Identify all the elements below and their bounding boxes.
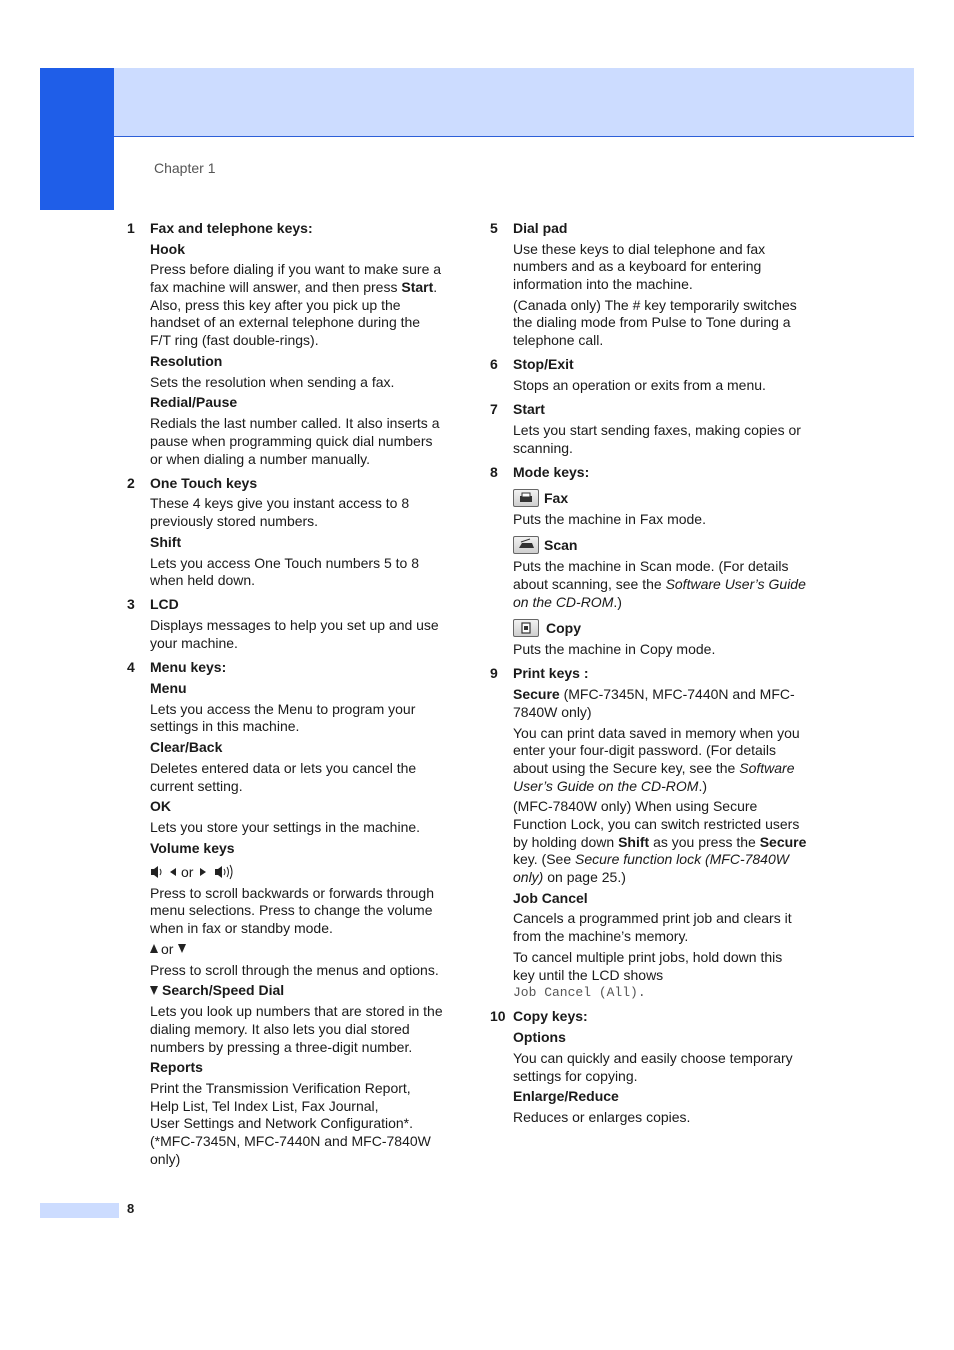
- body-text: User’s Guide on the CD-ROM.): [513, 778, 707, 794]
- italic-reference: only): [513, 869, 544, 885]
- fax-icon: [513, 489, 539, 507]
- body-text: settings in this machine.: [150, 718, 300, 734]
- body-text: Lets you start sending faxes, making copies or: [513, 422, 801, 438]
- key-title: Clear/Back: [150, 739, 223, 755]
- body-text: settings for copying.: [513, 1068, 638, 1084]
- key-title: Volume keys: [150, 840, 235, 856]
- item-number: 4: [127, 659, 135, 675]
- section-heading: Mode keys:: [513, 464, 590, 480]
- body-text: from the machine’s memory.: [513, 928, 689, 944]
- body-text: Press before dialing if you want to make sure a: [150, 261, 442, 277]
- body-text: (*MFC-7345N, MFC-7440N and MFC-7840W: [150, 1133, 431, 1149]
- body-text: Deletes entered data or lets you cancel the: [150, 760, 417, 776]
- key-title: Copy: [546, 620, 581, 636]
- copy-icon: [513, 619, 539, 637]
- body-text: menu selections. Press to change the volume: [150, 902, 433, 918]
- section-heading: Dial pad: [513, 220, 568, 236]
- left-arrow-icon: [170, 868, 176, 876]
- key-title: Menu: [150, 680, 187, 696]
- body-text: Stops an operation or exits from a menu.: [513, 377, 766, 393]
- key-title: Job Cancel: [513, 890, 588, 906]
- body-text: Lets you look up numbers that are stored in the: [150, 1003, 443, 1019]
- section-heading: Fax and telephone keys:: [150, 220, 313, 236]
- key-title: Resolution: [150, 353, 223, 369]
- key-title: Reports: [150, 1059, 203, 1075]
- body-text: about using the Secure key, see the Software: [513, 760, 795, 776]
- right-arrow-icon: [200, 868, 206, 876]
- body-text: Redials the last number called. It also inserts a: [150, 415, 440, 431]
- section-heading: Start: [513, 401, 545, 417]
- body-text: numbers by pressing a three-digit number.: [150, 1039, 413, 1055]
- scan-icon: [513, 536, 539, 554]
- italic-reference: Secure function lock (MFC-7840W: [575, 851, 789, 867]
- body-text: by holding down Shift as you press the Secure: [513, 834, 807, 850]
- body-text: You can quickly and easily choose temporary: [513, 1050, 793, 1066]
- body-text: (MFC-7840W only) When using Secure: [513, 798, 758, 814]
- body-text: Lets you store your settings in the machine.: [150, 819, 421, 835]
- body-text: Lets you access One Touch numbers 5 to 8: [150, 555, 420, 571]
- body-text: Press to scroll through the menus and options.: [150, 962, 439, 978]
- item-number: 7: [490, 401, 498, 417]
- body-text: Puts the machine in Scan mode. (For details: [513, 558, 789, 574]
- chapter-label: Chapter 1: [154, 160, 216, 176]
- section-heading: Menu keys:: [150, 659, 227, 675]
- body-text: handset of an external telephone during the: [150, 314, 421, 330]
- body-text: key. (See Secure function lock (MFC-7840W: [513, 851, 789, 867]
- body-text: numbers and as a keyboard for entering: [513, 258, 762, 274]
- body-text: on the CD-ROM.): [513, 594, 622, 610]
- body-text: only): [150, 1151, 181, 1167]
- key-title: Fax: [544, 490, 569, 506]
- volume-down-icon: [151, 866, 161, 878]
- body-text: Print the Transmission Verification Report,: [150, 1080, 411, 1096]
- body-text: Sets the resolution when sending a fax.: [150, 374, 395, 390]
- item-number: 3: [127, 596, 135, 612]
- body-text: Cancels a programmed print job and clears it: [513, 910, 792, 926]
- body-text: Reduces or enlarges copies.: [513, 1109, 691, 1125]
- page-number: 8: [127, 1201, 135, 1216]
- body-text: information into the machine.: [513, 276, 693, 292]
- key-title: Shift: [150, 534, 182, 550]
- key-title: Options: [513, 1029, 566, 1045]
- footer-bar: [40, 1203, 119, 1218]
- section-heading: Print keys :: [513, 665, 589, 681]
- body-text: when held down.: [150, 572, 256, 588]
- item-number: 2: [127, 475, 135, 491]
- body-text: only) on page 25.): [513, 869, 626, 885]
- body-text: Press to scroll backwards or forwards through: [150, 885, 434, 901]
- body-text: To cancel multiple print jobs, hold down this: [513, 949, 783, 965]
- section-heading: One Touch keys: [150, 475, 258, 491]
- key-title: Search/Speed Dial: [162, 982, 285, 998]
- body-text: Also, press this key after you pick up the: [150, 297, 401, 313]
- body-text: (Canada only) The # key temporarily switches: [513, 297, 797, 313]
- key-title: Hook: [150, 241, 185, 257]
- body-text: Displays messages to help you set up and use: [150, 617, 439, 633]
- key-title: Scan: [544, 537, 578, 553]
- italic-reference: Software User’s Guide: [665, 576, 806, 592]
- bold-key: Start: [401, 279, 434, 295]
- body-text: fax machine will answer, and then press Start.: [150, 279, 438, 295]
- body-text: 7840W only): [513, 704, 592, 720]
- header-band: [114, 68, 914, 137]
- italic-reference: Software: [739, 760, 795, 776]
- body-text: User Settings and Network Configuration*.: [150, 1115, 414, 1131]
- body-text: key until the LCD shows: [513, 967, 664, 983]
- body-text: F/T ring (fast double-rings).: [150, 332, 319, 348]
- bold-key: Secure: [759, 834, 807, 850]
- body-text: These 4 keys give you instant access to 8: [150, 495, 410, 511]
- body-text: current setting.: [150, 778, 243, 794]
- section-heading: Copy keys:: [513, 1008, 588, 1024]
- down-arrow-icon: [150, 984, 159, 996]
- chapter-tab: [40, 68, 114, 210]
- up-arrow-icon: [150, 944, 158, 953]
- bold-key: Shift: [618, 834, 650, 850]
- italic-reference: on the CD-ROM: [513, 594, 614, 610]
- body-text: previously stored numbers.: [150, 513, 319, 529]
- item-number: 10: [490, 1008, 506, 1024]
- body-text: Lets you access the Menu to program your: [150, 701, 416, 717]
- body-text: enter your four-digit password. (For details: [513, 742, 776, 758]
- body-text: You can print data saved in memory when you: [513, 725, 800, 741]
- lcd-message: Job Cancel (All).: [513, 985, 646, 1000]
- body-text: when in fax or standby mode.: [150, 920, 333, 936]
- body-text: your machine.: [150, 635, 238, 651]
- or-label: or: [181, 864, 194, 880]
- body-text: Secure (MFC-7345N, MFC-7440N and MFC-: [513, 686, 795, 702]
- body-text: the dialing mode from Pulse to Tone during a: [513, 314, 791, 330]
- item-number: 9: [490, 665, 498, 681]
- key-title: OK: [150, 798, 171, 814]
- key-title: Redial/Pause: [150, 394, 238, 410]
- body-text: scanning.: [513, 440, 573, 456]
- body-text: Puts the machine in Fax mode.: [513, 511, 706, 527]
- item-number: 6: [490, 356, 498, 372]
- body-text: or when dialing a number manually.: [150, 451, 370, 467]
- section-heading: Stop/Exit: [513, 356, 574, 372]
- body-text: Help List, Tel Index List, Fax Journal,: [150, 1098, 379, 1114]
- or-label: or: [161, 941, 174, 957]
- body-text: Puts the machine in Copy mode.: [513, 641, 716, 657]
- volume-keys-symbols: [150, 864, 240, 880]
- volume-up-icon: [215, 865, 232, 879]
- item-number: 5: [490, 220, 498, 236]
- body-text: Function Lock, you can switch restricted users: [513, 816, 800, 832]
- item-number: 1: [127, 220, 135, 236]
- body-text: pause when programming quick dial numbers: [150, 433, 433, 449]
- body-text: telephone call.: [513, 332, 604, 348]
- italic-reference: User’s Guide on the CD-ROM: [513, 778, 699, 794]
- section-heading: LCD: [150, 596, 179, 612]
- key-title: Enlarge/Reduce: [513, 1088, 619, 1104]
- item-number: 8: [490, 464, 498, 480]
- body-text: dialing memory. It also lets you dial stored: [150, 1021, 410, 1037]
- body-text: Use these keys to dial telephone and fax: [513, 241, 766, 257]
- down-arrow-icon: [178, 944, 186, 953]
- key-title: Secure: [513, 686, 560, 702]
- body-text: about scanning, see the Software User’s Guide: [513, 576, 806, 592]
